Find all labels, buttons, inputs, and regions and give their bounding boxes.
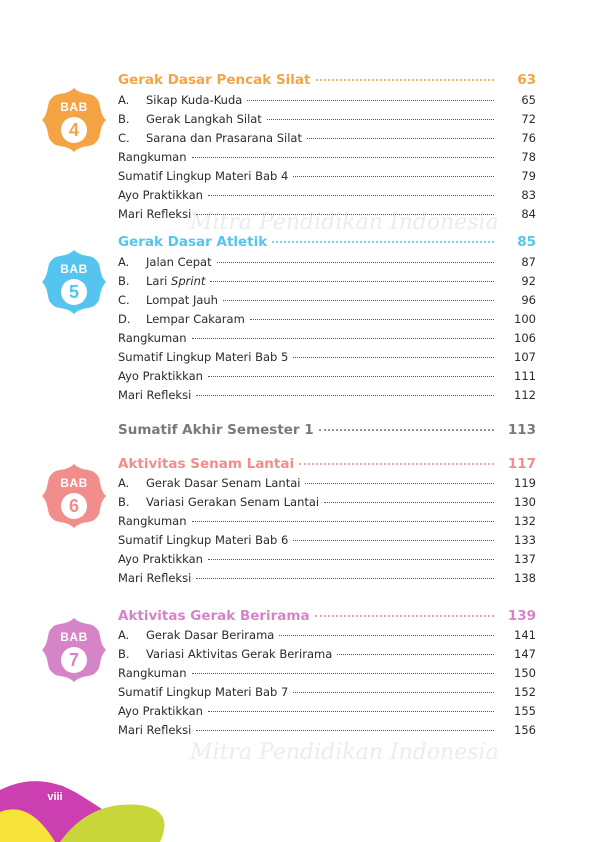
dot-leader [299, 463, 494, 465]
item-text: Rangkuman [118, 150, 187, 164]
item-letter: B. [118, 647, 130, 661]
dot-leader [267, 119, 494, 120]
toc-item[interactable] [118, 369, 536, 388]
item-text: Gerak Dasar Berirama [146, 628, 275, 642]
toc-item[interactable] [118, 514, 536, 533]
item-text: Rangkuman [118, 514, 187, 528]
item-letter: B. [118, 495, 130, 509]
dot-leader [319, 429, 494, 431]
item-text: Sumatif Lingkup Materi Bab 4 [118, 169, 289, 183]
chapter-title-row[interactable] [118, 456, 536, 476]
chapter-page: 63 [517, 72, 536, 88]
dot-leader [272, 241, 494, 243]
item-text-plain: Lari [146, 274, 172, 288]
item-letter: C. [118, 131, 130, 145]
bab-label: BAB [60, 100, 88, 114]
item-text: Ayo Praktikkan [118, 704, 203, 718]
dot-leader [196, 578, 494, 579]
bab-number: 5 [61, 279, 87, 305]
item-page: 147 [514, 647, 536, 661]
item-text: Ayo Praktikkan [118, 552, 203, 566]
dot-leader [208, 559, 494, 560]
dot-leader [316, 79, 495, 81]
item-letter: A. [118, 628, 130, 642]
dot-leader [192, 673, 494, 674]
watermark-text: Mitra Pendidikan Indonesia [190, 740, 499, 765]
chapter-title-row[interactable] [118, 72, 536, 92]
bab-label: BAB [60, 476, 88, 490]
chapter-title: Aktivitas Senam Lantai [118, 456, 295, 472]
item-page: 87 [521, 255, 536, 269]
item-page: 72 [521, 112, 536, 126]
item-page: 119 [514, 476, 536, 490]
item-page: 112 [514, 388, 536, 402]
item-letter: A. [118, 476, 130, 490]
toc-item[interactable] [118, 131, 536, 150]
item-text-italic: Sprint [171, 274, 206, 288]
item-page: 150 [514, 666, 536, 680]
item-page: 76 [521, 131, 536, 145]
chapter-title-row[interactable] [118, 608, 536, 628]
toc-item[interactable] [118, 293, 536, 312]
item-text [146, 274, 205, 288]
chapter-title-row[interactable] [118, 234, 536, 254]
bab-number: 7 [61, 647, 87, 673]
chapter-badge [40, 86, 108, 154]
dot-leader [324, 502, 494, 503]
item-page: 133 [514, 533, 536, 547]
dot-leader [196, 730, 494, 731]
dot-leader [192, 157, 494, 158]
toc-item[interactable] [118, 207, 536, 226]
toc-item[interactable] [118, 552, 536, 571]
item-page: 130 [514, 495, 536, 509]
toc-item[interactable] [118, 388, 536, 407]
chapter-badge [40, 616, 108, 684]
item-text: Ayo Praktikkan [118, 188, 203, 202]
item-page: 152 [514, 685, 536, 699]
toc-item[interactable] [118, 723, 536, 742]
toc-item[interactable] [118, 169, 536, 188]
chapter-page: 139 [507, 608, 536, 624]
dot-leader [305, 483, 494, 484]
toc-item[interactable] [118, 255, 536, 274]
semester-title: Sumatif Akhir Semester 1 [118, 422, 314, 438]
dot-leader [208, 711, 494, 712]
chapter-badge [40, 462, 108, 530]
item-page: 84 [521, 207, 536, 221]
item-page: 141 [514, 628, 536, 642]
toc-item[interactable] [118, 274, 536, 293]
dot-leader [293, 692, 494, 693]
dot-leader [250, 319, 494, 320]
toc-item[interactable] [118, 188, 536, 207]
toc-item[interactable] [118, 704, 536, 723]
dot-leader [196, 214, 494, 215]
dot-leader [307, 138, 494, 139]
item-text: Sikap Kuda-Kuda [146, 93, 243, 107]
item-page: 65 [521, 93, 536, 107]
item-page: 137 [514, 552, 536, 566]
item-text: Lempar Cakaram [146, 312, 245, 326]
item-letter: A. [118, 255, 130, 269]
item-text: Gerak Dasar Senam Lantai [146, 476, 301, 490]
dot-leader [337, 654, 494, 655]
dot-leader [208, 195, 494, 196]
item-text: Jalan Cepat [146, 255, 212, 269]
item-text: Sumatif Lingkup Materi Bab 7 [118, 685, 289, 699]
dot-leader [196, 395, 494, 396]
item-text: Ayo Praktikkan [118, 369, 203, 383]
item-text: Variasi Aktivitas Gerak Berirama [146, 647, 333, 661]
dot-leader [223, 300, 494, 301]
toc-item[interactable] [118, 93, 536, 112]
toc-item[interactable] [118, 666, 536, 685]
semester-page: 113 [507, 422, 536, 438]
item-page: 96 [521, 293, 536, 307]
item-text: Mari Refleksi [118, 723, 192, 737]
item-letter: C. [118, 293, 130, 307]
dot-leader [315, 615, 494, 617]
bab-number: 6 [61, 493, 87, 519]
chapter-badge [40, 248, 108, 316]
watermark-text: Mitra Pendidikan Indonesia [190, 210, 499, 235]
item-page: 132 [514, 514, 536, 528]
item-text: Mari Refleksi [118, 388, 192, 402]
item-letter: D. [118, 312, 131, 326]
dot-leader [293, 357, 494, 358]
chapter-page: 117 [507, 456, 536, 472]
toc-item[interactable] [118, 628, 536, 647]
item-letter: B. [118, 274, 130, 288]
item-page: 100 [514, 312, 536, 326]
item-text: Variasi Gerakan Senam Lantai [146, 495, 320, 509]
toc-item[interactable] [118, 571, 536, 590]
item-letter: A. [118, 93, 130, 107]
dot-leader [279, 635, 494, 636]
item-page: 106 [514, 331, 536, 345]
chapter-title: Gerak Dasar Pencak Silat [118, 72, 311, 88]
chapter-title: Gerak Dasar Atletik [118, 234, 268, 250]
item-page: 92 [521, 274, 536, 288]
item-text: Rangkuman [118, 666, 187, 680]
dot-leader [293, 176, 494, 177]
toc-item[interactable] [118, 533, 536, 552]
dot-leader [210, 281, 494, 282]
toc-item[interactable] [118, 685, 536, 704]
dot-leader [208, 376, 494, 377]
toc-item[interactable] [118, 495, 536, 514]
item-text: Mari Refleksi [118, 571, 192, 585]
item-text: Sumatif Lingkup Materi Bab 6 [118, 533, 289, 547]
item-page: 78 [521, 150, 536, 164]
item-letter: B. [118, 112, 130, 126]
item-page: 107 [514, 350, 536, 364]
toc-item[interactable] [118, 476, 536, 495]
item-text: Sumatif Lingkup Materi Bab 5 [118, 350, 289, 364]
item-page: 79 [521, 169, 536, 183]
semester-summative-row[interactable] [118, 422, 536, 438]
toc-item[interactable] [118, 150, 536, 169]
page-number-badge: viii [40, 785, 70, 809]
toc-item[interactable] [118, 312, 536, 331]
toc-item[interactable] [118, 350, 536, 369]
bab-label: BAB [60, 630, 88, 644]
dot-leader [192, 521, 494, 522]
dot-leader [293, 540, 494, 541]
toc-item[interactable] [118, 112, 536, 131]
item-page: 111 [514, 369, 536, 383]
bab-label: BAB [60, 262, 88, 276]
item-text: Gerak Langkah Silat [146, 112, 262, 126]
item-text: Mari Refleksi [118, 207, 192, 221]
dot-leader [247, 100, 494, 101]
toc-item[interactable] [118, 647, 536, 666]
dot-leader [217, 262, 494, 263]
item-text: Lompat Jauh [146, 293, 218, 307]
chapter-page: 85 [517, 234, 536, 250]
chapter-title: Aktivitas Gerak Berirama [118, 608, 310, 624]
item-page: 156 [514, 723, 536, 737]
item-text: Sarana dan Prasarana Silat [146, 131, 302, 145]
item-page: 138 [514, 571, 536, 585]
toc-item[interactable] [118, 331, 536, 350]
item-text: Rangkuman [118, 331, 187, 345]
item-page: 155 [514, 704, 536, 718]
bab-number: 4 [61, 117, 87, 143]
dot-leader [192, 338, 494, 339]
item-page: 83 [521, 188, 536, 202]
